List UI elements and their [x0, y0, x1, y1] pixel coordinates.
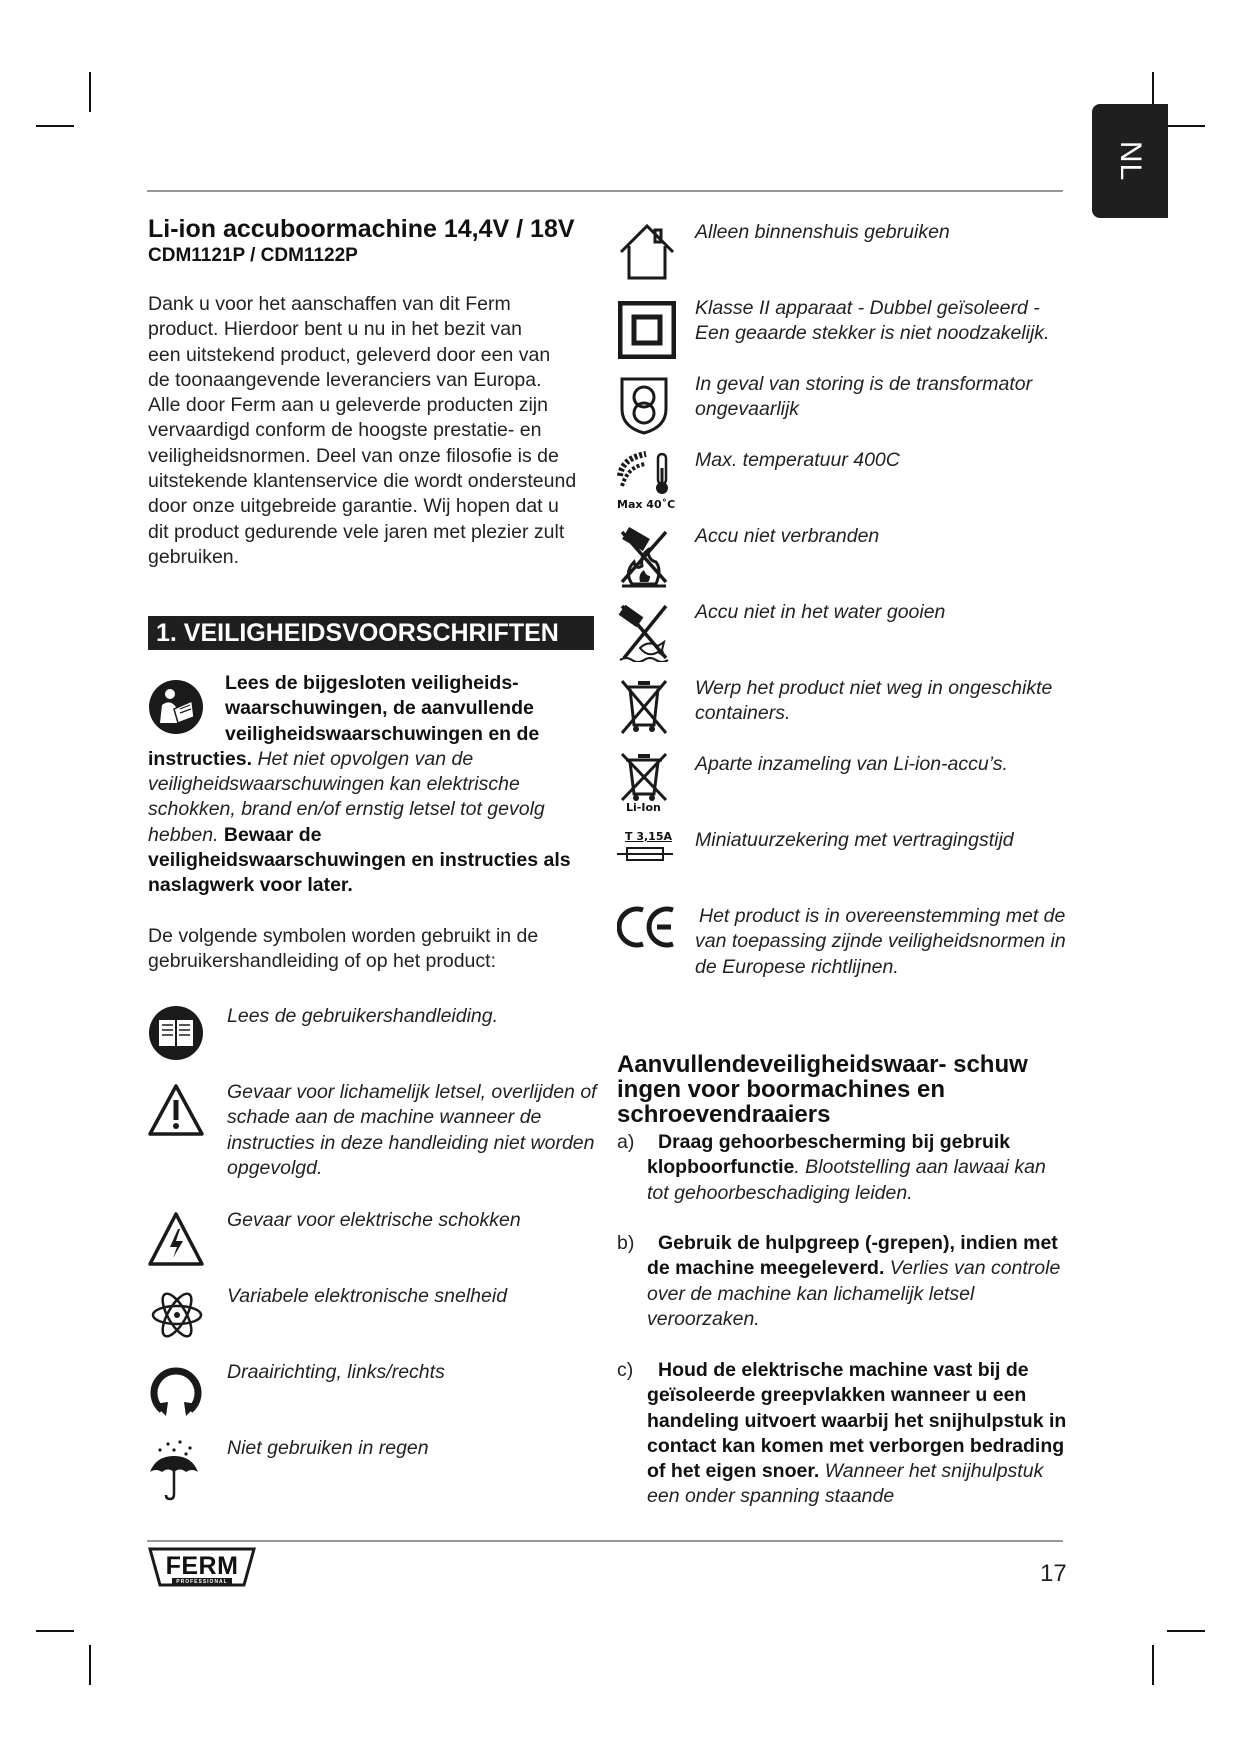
- symbol-text: Gevaar voor elektrische schokken: [227, 1209, 521, 1231]
- item-italic: Wanneer het snijhulpstuk een onder spanning staande: [647, 1460, 1044, 1508]
- additional-item: [617, 1358, 1067, 1510]
- safety-transformer-icon: [618, 375, 670, 435]
- item-label: b): [617, 1232, 635, 1254]
- intro-line: veiligheidsnormen. Deel van onze filosofie is de: [148, 444, 559, 467]
- intro-line: de toonaangevende leveranciers van Europa.: [148, 368, 542, 391]
- ferm-logo-text: FERM: [165, 1552, 239, 1580]
- house-icon: [617, 222, 677, 282]
- crop-mark: [89, 1645, 91, 1685]
- warning-bold-line: waarschuwingen, de aanvullende: [225, 697, 534, 720]
- symbol-text: In geval van storing is de transformator ongevaarlijk: [695, 373, 1033, 421]
- li-ion-bin-icon: [618, 752, 670, 802]
- warning-bold-line: veiligheidswaarschuwingen en de: [225, 722, 540, 745]
- symbols-intro: [148, 924, 604, 975]
- section-heading: 1. VEILIGHEIDSVOORSCHRIFTEN: [148, 616, 594, 650]
- intro-line: Alle door Ferm aan u geleverde producten zijn: [148, 394, 548, 417]
- symbol-text: Aparte inzameling van Li-ion-accu’s.: [695, 753, 1008, 775]
- ferm-logo: [148, 1545, 256, 1589]
- thermometer-icon: [616, 450, 674, 498]
- page-title: Li-ion accuboormachine 14,4V / 18V: [148, 215, 575, 243]
- language-tab: [1092, 104, 1168, 218]
- page-number: 17: [1040, 1560, 1067, 1587]
- ferm-logo-subtext: PROFESSIONAL: [176, 1579, 228, 1585]
- warning-bold-line: Lees de bijgesloten veiligheids-: [225, 672, 519, 694]
- fuse-icon: [617, 845, 673, 863]
- intro-line: Dank u voor het aanschaffen van dit Ferm: [148, 293, 511, 315]
- rotation-direction-icon: [148, 1364, 204, 1420]
- intro-line: dit product gedurende vele jaren met plezier zult: [148, 520, 565, 543]
- intro-line: een uitstekend product, geleverd door een van: [148, 343, 551, 366]
- warning-bold-2: Bewaar de: [223, 823, 322, 846]
- electric-shock-icon: [147, 1211, 205, 1267]
- symbol-text: Alleen binnenshuis gebruiken: [695, 221, 950, 243]
- ce-mark-icon: [617, 904, 677, 950]
- symbol-text: Accu niet in het water gooien: [695, 601, 946, 623]
- symbols-intro-line: De volgende symbolen worden gebruikt in de: [148, 925, 539, 947]
- item-bold: Houd de elektrische machine vast bij de geïsoleerde greepvlakken wanneer u een handeling uitvoert waarbij het snijhulpstuk in contact kan komen met verborgen bedrading of het eigen snoer.: [647, 1359, 1067, 1483]
- crop-mark: [1167, 125, 1205, 127]
- warning-bold-line: veiligheidswaarschuwingen en instructies als: [148, 849, 571, 872]
- item-bold: Draag gehoorbescherming bij gebruik klopboorfunctie: [647, 1131, 1011, 1179]
- warning-bold-start: instructies.: [148, 747, 253, 770]
- item-label: c): [617, 1359, 634, 1381]
- symbol-text: Gevaar voor lichamelijk letsel, overlijden of schade aan de machine wanneer de instructies in deze handleiding niet worden opgevolgd.: [227, 1081, 597, 1179]
- li-ion-label: Li-Ion: [626, 801, 661, 814]
- crop-mark: [1152, 1645, 1154, 1685]
- symbol-text: Niet gebruiken in regen: [227, 1437, 429, 1459]
- symbol-text: Werp het product niet weg in ongeschikte containers.: [695, 677, 1053, 725]
- symbols-intro-line: gebruikershandleiding of op het product:: [148, 950, 496, 973]
- symbol-text: Draairichting, links/rechts: [227, 1361, 445, 1383]
- symbol-text: Het product is in overeenstemming met de van toepassing zijnde veiligheidsnormen in de Europese richtlijnen.: [695, 905, 1066, 978]
- warning-italic-line: schokken, brand en/of ernstig letsel tot gevolg: [148, 798, 545, 821]
- warning-paragraph: [148, 671, 604, 899]
- item-bold: Gebruik de hulpgreep (-grepen), indien met de machine meegeleverd.: [647, 1232, 1058, 1280]
- warning-italic-end: hebben.: [148, 823, 219, 846]
- top-divider: [147, 190, 1063, 192]
- intro-line: gebruiken.: [148, 545, 240, 568]
- item-label: a): [617, 1131, 635, 1153]
- warning-italic: Het niet opvolgen van de: [257, 747, 474, 770]
- symbol-text: Lees de gebruikershandleiding.: [227, 1005, 499, 1027]
- atom-speed-icon: [150, 1288, 204, 1342]
- no-water-icon: [616, 602, 672, 662]
- warning-italic-line: veiligheidswaarschuwingen kan elektrische: [148, 773, 520, 796]
- fuse-label: T 3,15A: [625, 830, 672, 843]
- model-numbers: CDM1121P / CDM1122P: [148, 245, 358, 266]
- additional-warnings-heading: Aanvullendeveiligheidswaar- schuw ingen voor boormachines en schroevendraaiers: [617, 1051, 1028, 1128]
- thermometer-label: Max 40˚C: [617, 498, 676, 511]
- warning-bold-line: naslagwerk voor later.: [148, 874, 353, 897]
- double-insulated-icon: [618, 301, 676, 359]
- crossed-bin-icon: [618, 677, 670, 735]
- item-italic: . Blootstelling aan lawaai kan tot gehoorbeschadiging leiden.: [647, 1156, 1046, 1204]
- additional-item: [617, 1130, 1067, 1206]
- symbol-text: Klasse II apparaat - Dubbel geïsoleerd - Een geaarde stekker is niet noodzakelijk.: [695, 297, 1050, 345]
- crop-mark: [1167, 1630, 1205, 1632]
- symbol-text: Miniatuurzekering met vertragingstijd: [695, 829, 1014, 851]
- umbrella-rain-icon: [146, 1440, 202, 1502]
- warning-triangle-icon: [147, 1083, 205, 1137]
- manual-book-icon: [148, 1005, 204, 1061]
- bottom-divider: [147, 1540, 1063, 1542]
- crop-mark: [36, 125, 74, 127]
- no-fire-icon: [616, 526, 672, 588]
- symbol-text: Variabele elektronische snelheid: [227, 1285, 508, 1307]
- symbol-text: Accu niet verbranden: [695, 525, 880, 547]
- intro-line: vervaardigd conform de hoogste prestatie- en: [148, 419, 542, 442]
- additional-item: [617, 1231, 1067, 1332]
- language-tab-label: NL: [1113, 140, 1147, 182]
- crop-mark: [89, 72, 91, 112]
- intro-line: door onze uitgebreide garantie. Wij hopen dat u: [148, 495, 559, 518]
- item-italic: Verlies van controle over de machine kan lichamelijk letsel veroorzaken.: [647, 1257, 1061, 1330]
- intro-line: product. Hierdoor bent u nu in het bezit van: [148, 318, 522, 341]
- symbol-text: Max. temperatuur 400C: [695, 449, 900, 471]
- intro-paragraph: [148, 292, 604, 570]
- crop-mark: [36, 1630, 74, 1632]
- intro-line: uitstekende klantenservice die wordt ondersteund: [148, 470, 577, 493]
